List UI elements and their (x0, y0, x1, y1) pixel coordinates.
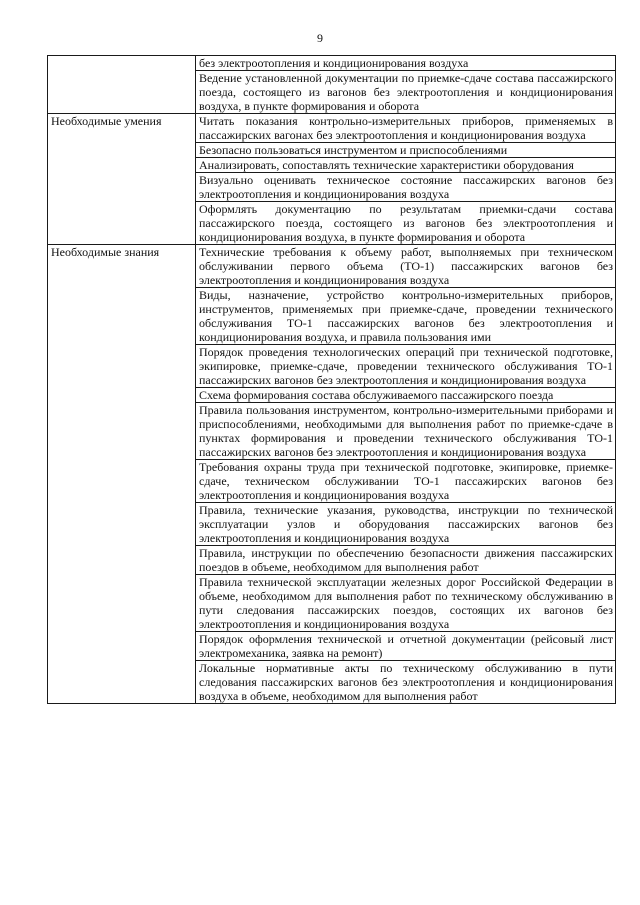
requirement-item: Схема формирования состава обслуживаемого пассажирского поезда (196, 388, 616, 403)
section-label-knowledge: Необходимые знания (48, 245, 196, 704)
requirement-item: Визуально оценивать техническое состояние пассажирских вагонов без электроотопления и кондиционирования воздуха (196, 173, 616, 202)
requirement-item: Порядок проведения технологических операций при технической подготовке, экипировке, приемке-сдаче, проведении технического обслуживания ТО-1 пассажирских вагонов без электроотопления и кондиционирования воздуха (196, 345, 616, 388)
section-label-skills: Необходимые умения (48, 114, 196, 245)
requirement-item: Правила пользования инструментом, контрольно-измерительными приборами и приспособлениями, необходимыми для выполнения работ по приемке-сдаче в пунктах формирования и проведении технического обслуживания ТО-1 пассажирских вагонов без электроотопления и кондиционирования воздуха (196, 403, 616, 460)
section-label (48, 56, 196, 114)
requirement-item: Локальные нормативные акты по техническому обслуживанию в пути следования пассажирских вагонов без электроотопления и кондиционирования воздуха в объеме, необходимом для выполнения работ (196, 661, 616, 704)
requirement-item: Безопасно пользоваться инструментом и приспособлениями (196, 143, 616, 158)
requirement-item: Требования охраны труда при технической подготовке, экипировке, приемке-сдаче, техническом обслуживании ТО-1 пассажирских вагонов без электроотопления и кондиционирования воздуха (196, 460, 616, 503)
requirement-item: Оформлять документацию по результатам приемки-сдачи состава пассажирского поезда, состоящего из вагонов без электроотопления и кондиционирования воздуха, в пункте формирования и оборота (196, 202, 616, 245)
requirement-item: Анализировать, сопоставлять технические характеристики оборудования (196, 158, 616, 173)
requirement-item: Порядок оформления технической и отчетной документации (рейсовый лист электромеханика, заявка на ремонт) (196, 632, 616, 661)
requirement-item: Виды, назначение, устройство контрольно-измерительных приборов, инструментов, применяемых при приемке-сдаче, проведении технического обслуживания ТО-1 пассажирских вагонов без электроотопления и кондиционирования воздуха, и правила пользования ими (196, 288, 616, 345)
requirement-item: Правила, инструкции по обеспечению безопасности движения пассажирских поездов в объеме, необходимом для выполнения работ (196, 546, 616, 575)
requirement-item: Правила технической эксплуатации железных дорог Российской Федерации в объеме, необходимом для выполнения работ по техническому обслуживанию в пути следования пассажирских поездов, состоящих их вагонов без электроотопления и кондиционирования воздуха (196, 575, 616, 632)
requirements-table (47, 55, 616, 704)
requirement-item: без электроотопления и кондиционирования воздуха (196, 56, 616, 71)
table-row (48, 56, 616, 71)
requirement-item: Правила, технические указания, руководства, инструкции по технической эксплуатации узлов и оборудования пассажирских вагонов без электроотопления и кондиционирования воздуха (196, 503, 616, 546)
requirement-item: Ведение установленной документации по приемке-сдаче состава пассажирского поезда, состоящего из вагонов без электроотопления и кондиционирования воздуха, в пункте формирования и оборота (196, 71, 616, 114)
requirement-item: Читать показания контрольно-измерительных приборов, применяемых в пассажирских вагонах без электроотопления и кондиционирования воздуха (196, 114, 616, 143)
table-row (48, 114, 616, 143)
table-row (48, 245, 616, 288)
requirement-item: Технические требования к объему работ, выполняемых при техническом обслуживании первого объема (ТО-1) пассажирских вагонов без электроотопления и кондиционирования воздуха (196, 245, 616, 288)
page-number: 9 (317, 31, 323, 45)
